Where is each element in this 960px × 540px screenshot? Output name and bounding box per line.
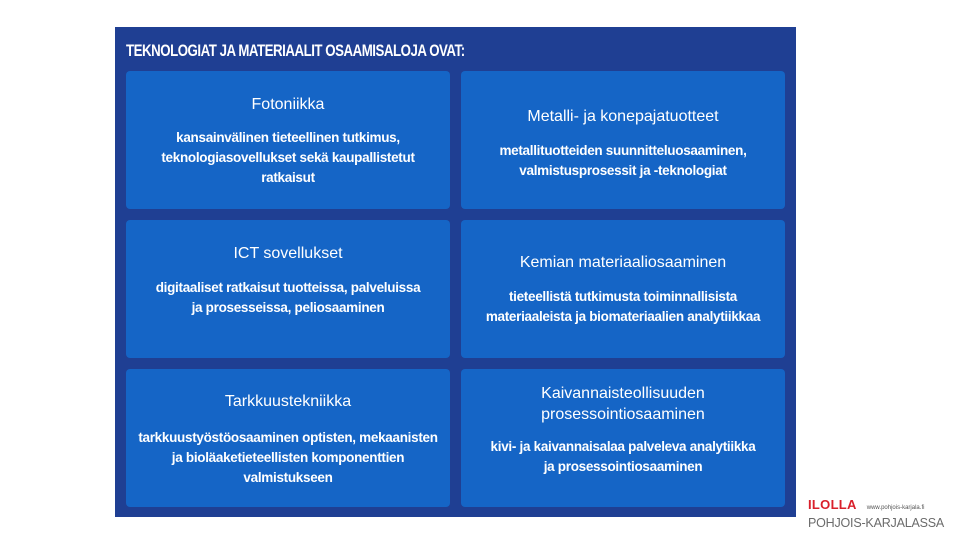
card-description-line: teknologiasovellukset sekä kaupallistetut [161,150,415,165]
card-heading-line: Kaivannaisteollisuuden [541,385,705,402]
card-description-line: kansainvälinen tieteellinen tutkimus, [176,130,400,145]
card-description [138,428,437,488]
card-description [491,437,756,477]
card-description-line: tarkkuustyöstöosaaminen optisten, mekaanisten [138,430,438,445]
card-description-line: kivi- ja kaivannaisalaa palveleva analytiikka [490,439,756,454]
card-description-line: valmistusprosessit ja -teknologiat [519,163,727,178]
card-description-line: ja bioläaketieteellisten komponenttien [171,450,405,465]
logo-top-row [808,498,958,512]
card-ict-sovellukset [126,220,450,358]
logo-brand: ILOLLA [808,497,857,512]
card-description-line: ratkaisut [261,170,315,185]
logo-region: POHJOIS-KARJALASSA [808,516,945,530]
card-description-line: digitaaliset ratkaisut tuotteissa, palveluissa [155,280,421,295]
card-heading: ICT sovellukset [233,245,343,262]
card-fotoniikka [126,71,450,209]
card-description-line: ja prosesseissa, peliosaaminen [191,300,385,315]
card-tarkkuustekniikka [126,369,450,507]
card-heading-line: prosessointiosaaminen [541,406,705,423]
ilolla-pohjois-karjalassa-logo [808,498,958,532]
card-description-line: ja prosessointiosaaminen [543,459,703,474]
card-description-line: metallituotteiden suunnitteluosaaminen, [499,143,747,158]
card-description [161,128,414,188]
card-metalli-ja-konepajatuotteet [461,71,785,209]
competence-panel [115,27,796,517]
card-description [486,287,760,327]
card-heading [541,383,705,425]
card-heading: Metalli- ja konepajatuotteet [527,108,719,125]
panel-title: TEKNOLOGIAT JA MATERIAALIT OSAAMISALOJA OVAT: [126,41,465,60]
card-kaivannaisteollisuus [461,369,785,507]
card-heading: Tarkkuustekniikka [224,393,352,410]
card-heading: Fotoniikka [251,96,325,113]
card-description [156,278,421,318]
card-kemian-materiaaliosaaminen [461,220,785,358]
card-heading: Kemian materiaaliosaaminen [519,254,727,271]
card-description-line: valmistukseen [243,470,333,485]
card-description-line: tieteellistä tutkimusta toiminnallisista [508,289,738,304]
card-description-line: materiaaleista ja biomateriaalien analytiikkaa [485,309,761,324]
logo-url: www.pohjois-karjala.fi [866,505,925,511]
card-description [499,141,746,181]
